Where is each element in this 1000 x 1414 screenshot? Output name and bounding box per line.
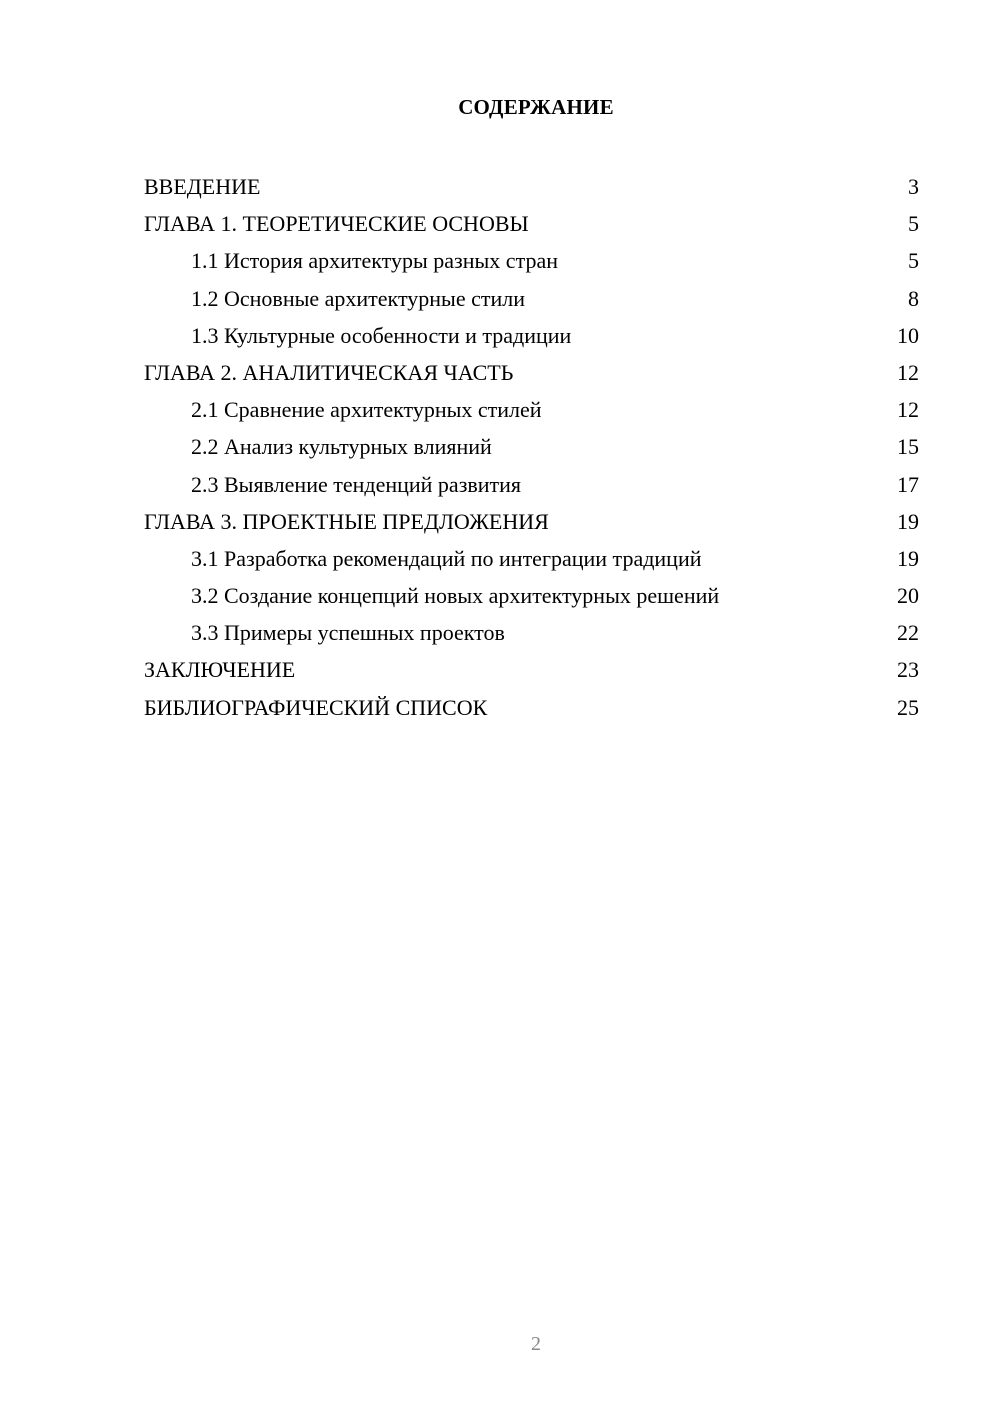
toc-entry-section-3-1[interactable] (144, 540, 919, 577)
toc-entry-page: 5 (908, 211, 919, 237)
toc-entry-section-2-1[interactable] (144, 391, 919, 428)
toc-entry-page: 10 (897, 322, 919, 348)
toc-entry-page: 19 (897, 545, 919, 571)
toc-entry-label: 2.2 Анализ культурных влияний (191, 434, 492, 460)
toc-entry-page: 25 (897, 694, 919, 720)
toc-entry-label: 2.1 Сравнение архитектурных стилей (191, 397, 542, 423)
toc-entry-section-2-3[interactable] (144, 466, 919, 503)
toc-entry-page: 12 (897, 397, 919, 423)
toc-entry-page: 17 (897, 471, 919, 497)
toc-entry-page: 23 (897, 657, 919, 683)
toc-entry-section-3-3[interactable] (144, 614, 919, 651)
toc-entry-label: ГЛАВА 1. ТЕОРЕТИЧЕСКИЕ ОСНОВЫ (144, 211, 529, 237)
page-number: 2 (531, 1333, 541, 1355)
toc-entry-label: ГЛАВА 2. АНАЛИТИЧЕСКАЯ ЧАСТЬ (144, 359, 514, 385)
toc-entry-conclusion[interactable] (144, 651, 919, 688)
toc-entry-chapter-3[interactable] (144, 503, 919, 540)
toc-entry-bibliography[interactable] (144, 689, 919, 726)
toc-entry-page: 8 (908, 285, 919, 311)
toc-entry-page: 22 (897, 620, 919, 646)
toc-entry-label: 3.3 Примеры успешных проектов (191, 620, 505, 646)
toc-entry-label: БИБЛИОГРАФИЧЕСКИЙ СПИСОК (144, 694, 488, 720)
toc-entry-page: 19 (897, 508, 919, 534)
toc-entry-label: 2.3 Выявление тенденций развития (191, 471, 522, 497)
toc-entry-section-1-3[interactable] (144, 317, 919, 354)
toc-entry-introduction[interactable] (144, 168, 919, 205)
toc-entry-chapter-1[interactable] (144, 205, 919, 242)
toc-entry-section-1-1[interactable] (144, 242, 919, 279)
toc-entry-label: 3.2 Создание концепций новых архитектурных решений (191, 583, 720, 609)
toc-entry-page: 3 (908, 174, 919, 199)
toc-entry-label: ВВЕДЕНИЕ (144, 174, 261, 199)
toc-entry-label: ГЛАВА 3. ПРОЕКТНЫЕ ПРЕДЛОЖЕНИЯ (144, 508, 549, 534)
toc-entry-label: 1.3 Культурные особенности и традиции (191, 322, 572, 348)
toc-entry-page: 12 (897, 359, 919, 385)
toc-entry-page: 5 (908, 248, 919, 274)
toc-entry-section-2-2[interactable] (144, 428, 919, 465)
toc-entry-page: 15 (897, 434, 919, 460)
table-of-contents (144, 168, 919, 726)
toc-entry-section-1-2[interactable] (144, 280, 919, 317)
toc-entry-label: 1.1 История архитектуры разных стран (191, 248, 558, 274)
toc-entry-label: ЗАКЛЮЧЕНИЕ (144, 657, 296, 683)
toc-entry-chapter-2[interactable] (144, 354, 919, 391)
toc-entry-label: 3.1 Разработка рекомендаций по интеграции традиций (191, 545, 702, 571)
toc-entry-section-3-2[interactable] (144, 577, 919, 614)
toc-entry-page: 20 (897, 583, 919, 609)
page-title: СОДЕРЖАНИЕ (458, 95, 614, 119)
toc-entry-label: 1.2 Основные архитектурные стили (191, 285, 525, 311)
